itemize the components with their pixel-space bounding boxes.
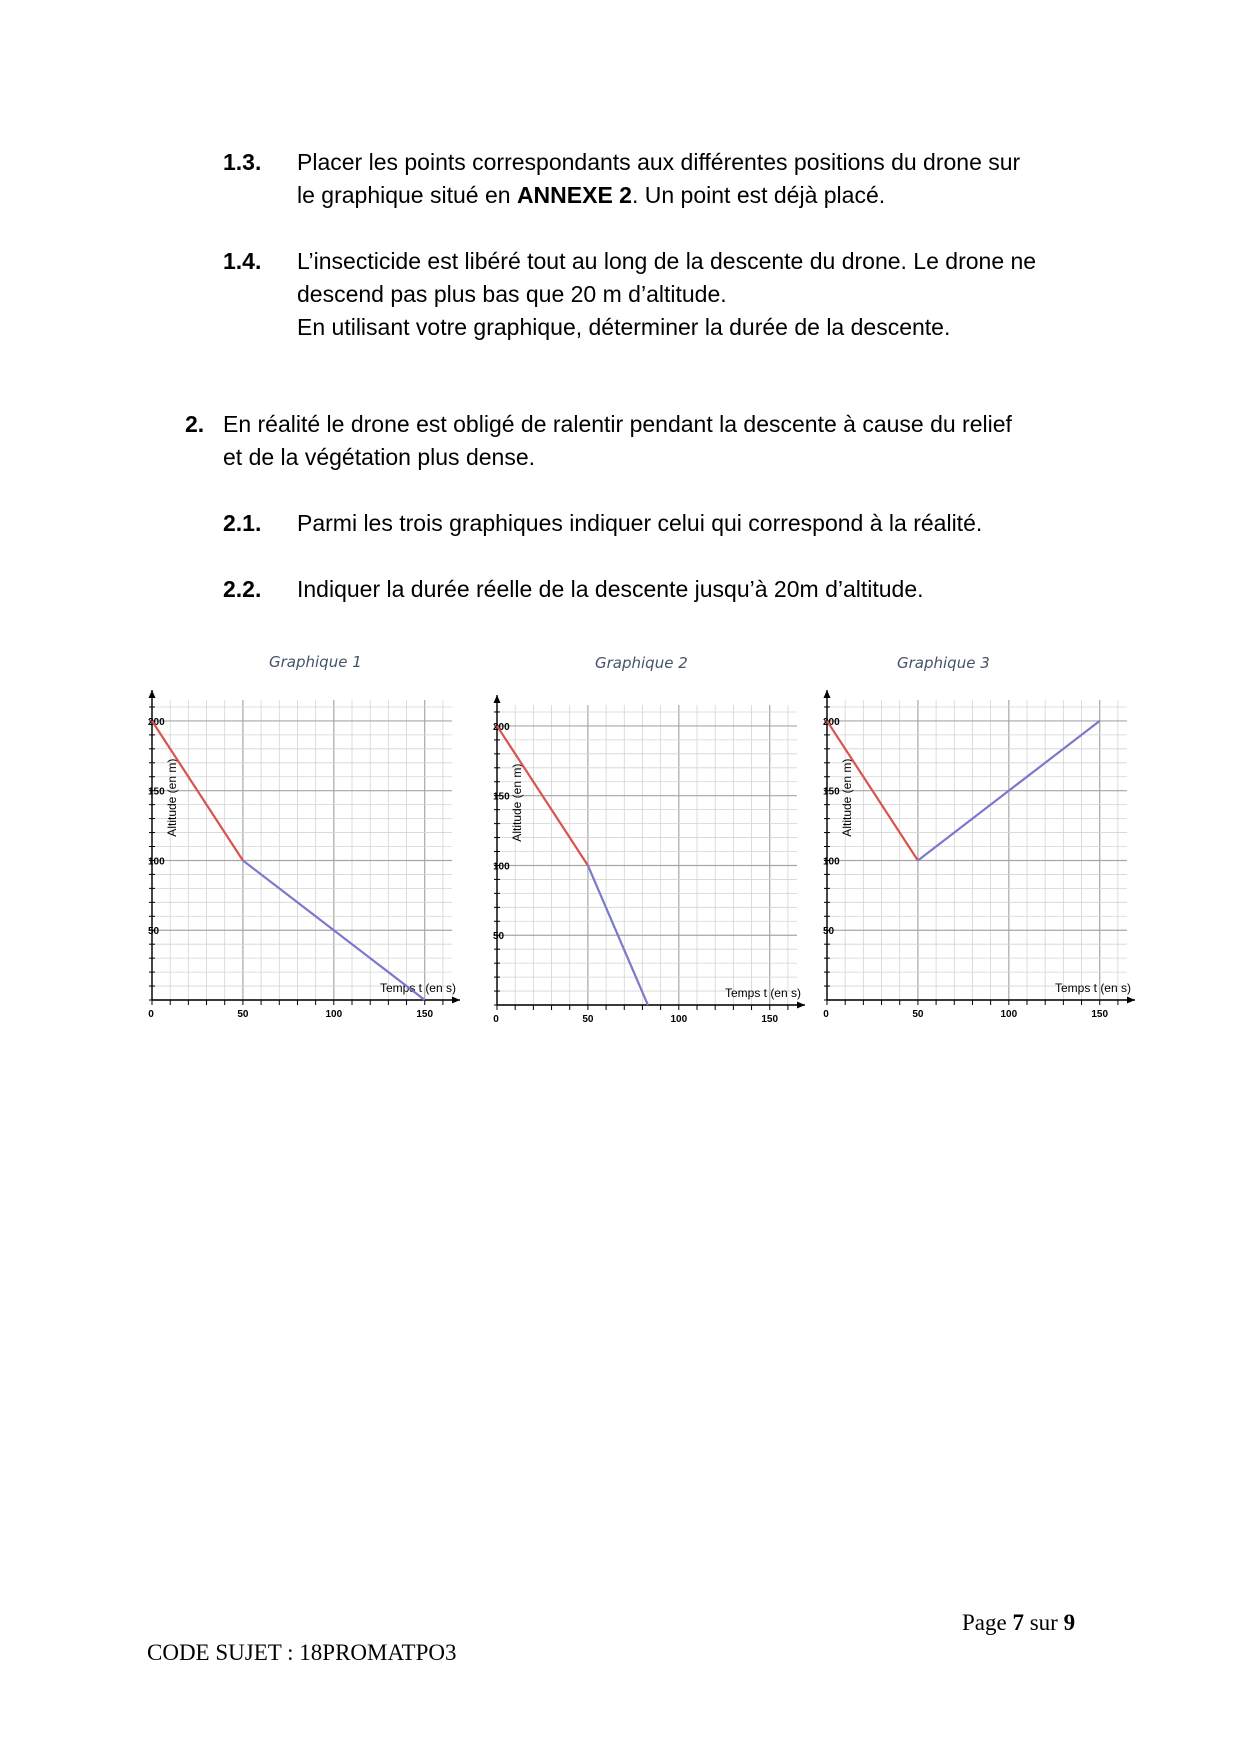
x-tick-label: 150 xyxy=(761,1014,779,1025)
x-axis-label: Temps t (en s) xyxy=(724,986,801,1000)
x-axis-label: Temps t (en s) xyxy=(379,981,456,995)
y-tick-label: 150 xyxy=(823,786,840,798)
y-axis-label: Altitude (en m) xyxy=(510,763,524,842)
x-tick-label: 100 xyxy=(670,1014,688,1025)
annexe-reference: ANNEXE 2 xyxy=(516,182,632,208)
question-number: 1.4. xyxy=(223,248,262,274)
x-tick-label: 150 xyxy=(416,1009,434,1020)
y-axis-arrow xyxy=(149,690,156,698)
y-axis-label: Altitude (en m) xyxy=(840,758,854,837)
question-text-line: Indiquer la durée réelle de la descente jusqu’à 20m d’altitude. xyxy=(297,576,924,602)
chart-title-1: Graphique 1 xyxy=(269,653,362,671)
y-tick-label: 50 xyxy=(148,926,160,938)
question-text-line: L’insecticide est libéré tout au long de la descente du drone. Le drone ne xyxy=(297,248,1037,274)
x-tick-label: 100 xyxy=(1000,1009,1018,1020)
y-tick-label: 200 xyxy=(148,716,165,728)
grid xyxy=(152,700,452,1000)
x-axis-arrow xyxy=(452,997,460,1004)
question-text-line: le graphique situé en ANNEXE 2. Un point est déjà placé. xyxy=(297,182,886,208)
x-tick-label: 0 xyxy=(823,1009,829,1020)
question-text-line: descend pas plus bas que 20 m d’altitude. xyxy=(297,281,727,307)
y-tick-label: 200 xyxy=(493,721,510,733)
y-tick-label: 50 xyxy=(493,931,505,943)
question-text-line: Placer les points correspondants aux différentes positions du drone sur xyxy=(297,149,1021,175)
y-tick-label: 100 xyxy=(823,856,840,868)
page-number: Page 7 sur 9 xyxy=(962,1610,1076,1635)
question-text-line: En utilisant votre graphique, déterminer la durée de la descente. xyxy=(297,314,951,340)
chart-graphique-1 xyxy=(140,700,460,1020)
chart-graphique-3 xyxy=(815,700,1135,1020)
x-tick-label: 50 xyxy=(912,1009,924,1020)
y-tick-label: 200 xyxy=(823,716,840,728)
question-number: 1.3. xyxy=(223,149,262,175)
x-tick-label: 50 xyxy=(582,1014,594,1025)
chart-title-2: Graphique 2 xyxy=(595,654,688,672)
x-axis-label: Temps t (en s) xyxy=(1054,981,1131,995)
x-tick-label: 100 xyxy=(325,1009,343,1020)
y-axis-label: Altitude (en m) xyxy=(165,758,179,837)
y-tick-label: 150 xyxy=(148,786,165,798)
question-number: 2.1. xyxy=(223,510,262,536)
x-tick-label: 0 xyxy=(493,1014,499,1025)
y-tick-label: 150 xyxy=(493,791,510,803)
x-axis-arrow xyxy=(797,1002,805,1009)
question-text-line: et de la végétation plus dense. xyxy=(223,444,536,470)
x-axis-arrow xyxy=(1127,997,1135,1004)
grid xyxy=(497,705,797,1005)
grid xyxy=(827,700,1127,1000)
y-tick-label: 100 xyxy=(148,856,165,868)
subject-code: CODE SUJET : 18PROMATPO3 xyxy=(147,1640,457,1665)
y-tick-label: 50 xyxy=(823,926,835,938)
question-number: 2.2. xyxy=(223,576,262,602)
y-axis-arrow xyxy=(494,695,501,703)
x-tick-label: 50 xyxy=(237,1009,249,1020)
chart-graphique-2 xyxy=(485,705,805,1025)
y-axis-arrow xyxy=(824,690,831,698)
question-text-line: Parmi les trois graphiques indiquer celui qui correspond à la réalité. xyxy=(297,510,983,536)
y-tick-label: 100 xyxy=(493,861,510,873)
x-tick-label: 0 xyxy=(148,1009,154,1020)
question-text-line: En réalité le drone est obligé de ralentir pendant la descente à cause du relief xyxy=(223,411,1012,437)
x-tick-label: 150 xyxy=(1091,1009,1109,1020)
question-number: 2. xyxy=(185,411,205,437)
chart-title-3: Graphique 3 xyxy=(897,654,990,672)
